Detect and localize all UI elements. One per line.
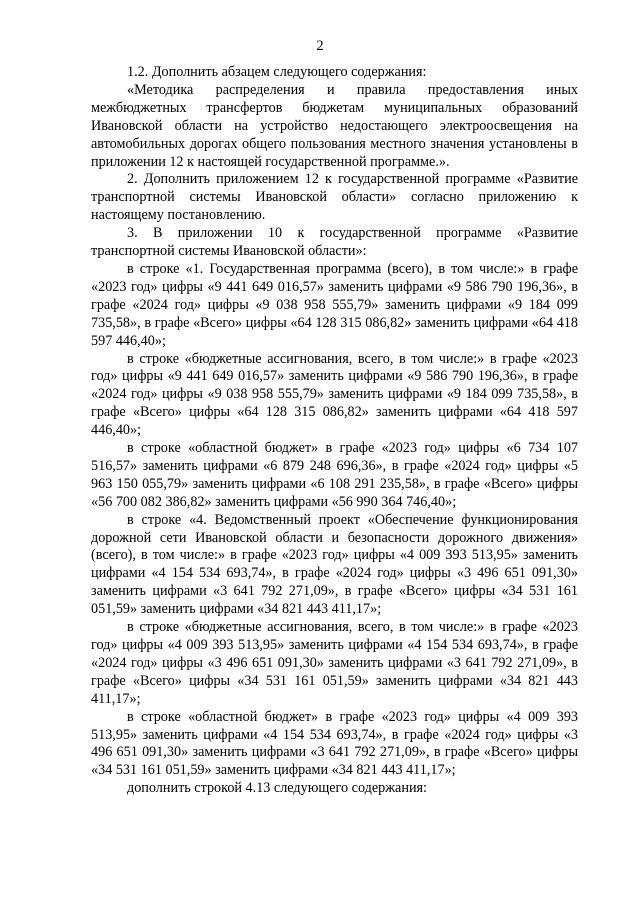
paragraph-row-project-budget-allocations: в строке «бюджетные ассигнования, всего, в том числе:» в графе «2023 год» цифры «4 009 393 513,95» заменить цифрами «4 154 534 693,74», в графе «2024 год» цифры «3 496 651 091,30» заменить цифрами «3 641 792 271,09», в графе «Всего» цифры «34 531 161 051,59» заменить цифрами «34 821 443 411,17»; [91, 619, 578, 707]
paragraph-row-budget-allocations: в строке «бюджетные ассигнования, всего, в том числе:» в графе «2023 год» цифры «9 441 649 016,57» заменить цифрами «9 586 790 196,36», в графе «2024 год» цифры «9 038 958 555,79» заменить цифрами «9 184 099 735,58», в графе «Всего» цифры «64 128 315 086,82» заменить цифрами «64 418 597 446,40»; [91, 350, 578, 439]
paragraph-2: 2. Дополнить приложением 12 к государственной программе «Развитие транспортной системы Ивановской области» согласно приложению к настоящему постановлению. [91, 171, 578, 224]
paragraph-row-departmental-project: в строке «4. Ведомственный проект «Обеспечение функционирования дорожной сети Ивановской области и безопасности дорожного движения» (всего), в том числе:» в графе «2023 год» цифры «4 009 393 513,95» заменить цифрами «4 154 534 693,74», в графе «2024 год» цифры «3 496 651 091,30» заменить цифрами «3 641 792 271,09», в графе «Всего» цифры «34 531 161 051,59» заменить цифрами «34 821 443 411,17»; [91, 511, 578, 618]
paragraph-row-project-regional-budget: в строке «областной бюджет» в графе «2023 год» цифры «4 009 393 513,95» заменить цифрами «4 154 534 693,74», в графе «2024 год» цифры «3 496 651 091,30» заменить цифрами «3 641 792 271,09», в графе «Всего» цифры «34 531 161 051,59» заменить цифрами «34 821 443 411,17»; [91, 708, 578, 779]
paragraph-methodology-quote: «Методика распределения и правила предоставления иных межбюджетных трансфертов бюджетам муниципальных образований Ивановской области на устройство недостающего электроосвещения на автомобильных дорогах общего пользования местного значения установлены в приложении 12 к настоящей государственной программе.». [91, 81, 578, 170]
page-number: 2 [316, 38, 324, 54]
paragraph-row-program-total: в строке «1. Государственная программа (всего), в том числе:» в графе «2023 год» цифры «9 441 649 016,57» заменить цифрами «9 586 790 196,36», в графе «2024 год» цифры «9 038 958 555,79» заменить цифрами «9 184 099 735,58», в графе «Всего» цифры «64 128 315 086,82» заменить цифрами «64 418 597 446,40»; [91, 260, 578, 349]
paragraph-1-2: 1.2. Дополнить абзацем следующего содержания: [127, 64, 427, 80]
document-body [91, 64, 578, 798]
paragraph-row-regional-budget: в строке «областной бюджет» в графе «2023 год» цифры «6 734 107 516,57» заменить цифрами «6 879 248 696,36», в графе «2024 год» цифры «5 963 150 055,79» заменить цифрами «6 108 291 235,58», в графе «Всего» цифры «56 700 082 386,82» заменить цифрами «56 990 364 746,40»; [91, 440, 578, 510]
paragraph-3: 3. В приложении 10 к государственной программе «Развитие транспортной системы Ивановской области»: [91, 225, 578, 260]
paragraph-add-row-4-13: дополнить строкой 4.13 следующего содержания: [127, 780, 428, 797]
